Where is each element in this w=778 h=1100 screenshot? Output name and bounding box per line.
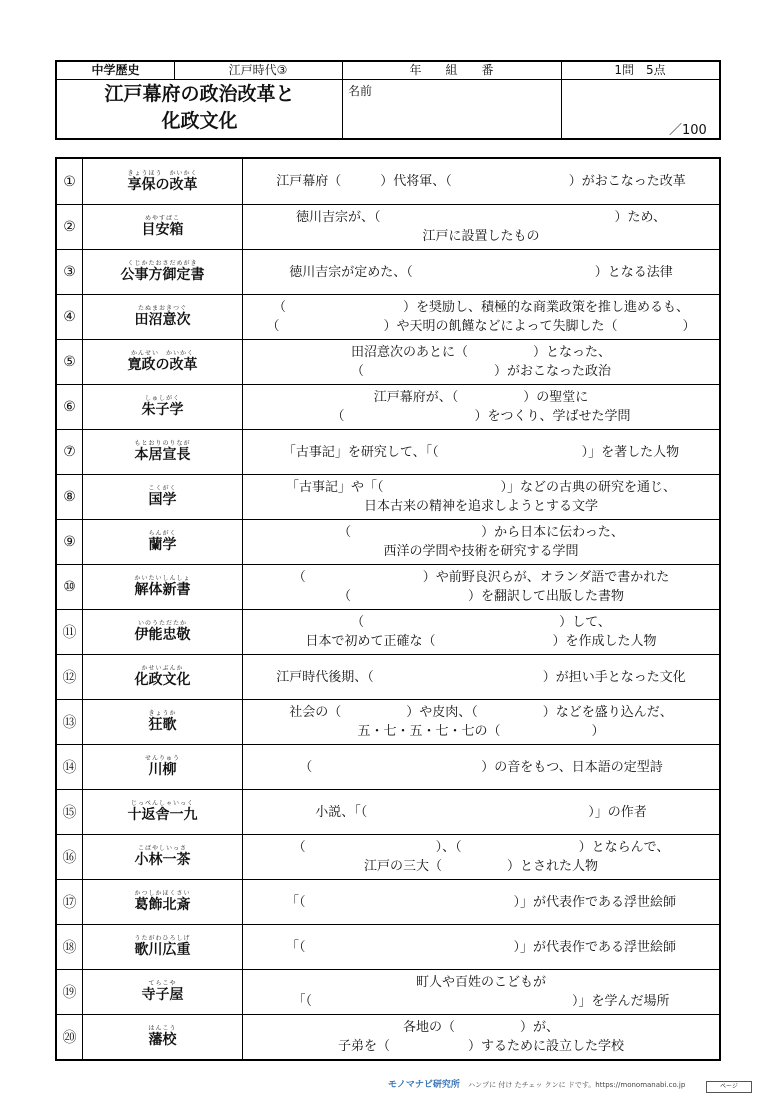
description-line-2: 五・七・五・七・七の（ ） [357,724,605,739]
name-label: 名前 [348,84,373,98]
question-row [57,744,719,789]
question-number: ⑫ [57,655,83,699]
term-cell [83,790,243,834]
question-number: ⑳ [57,1015,83,1059]
term-cell [83,295,243,339]
question-number: ⑦ [57,430,83,474]
term-furigana: うたがわひろしげ [134,935,191,942]
question-number: ⑤ [57,340,83,384]
term-word: 朱子学 [141,402,184,418]
term-furigana: こくがく [148,485,177,492]
description-line-1: 江戸時代後期、（ ）が担い手となった文化 [276,669,686,685]
description-line-2: （ ）をつくり、学ばせた学問 [331,409,631,424]
question-row [57,519,719,564]
description-line-1: （ ）や前野良沢らが、オランダ語で書かれた [292,570,670,585]
description-line-2: 日本古来の精神を追求しようとする文学 [363,499,598,514]
question-number: ⑲ [57,970,83,1014]
term-cell [83,205,243,249]
term-furigana: かんせい かいかく [130,350,194,357]
description-line-1: （ ）して、 [351,615,611,630]
description-line-2: （ ）がおこなった政治 [350,364,611,379]
question-number: ⑯ [57,835,83,879]
question-row [57,249,719,294]
description-line-2: （ ）や天明の飢饉などによって失脚した（ ） [266,319,696,334]
description-cell[interactable] [243,745,719,789]
question-row [57,1014,719,1059]
term-furigana: くじかたおさだめがき [127,260,198,267]
term-word: 川柳 [148,762,177,778]
term-cell [83,340,243,384]
term-cell [83,745,243,789]
term-word: 享保の改革 [127,176,198,193]
description-cell[interactable] [243,430,719,474]
question-row [57,924,719,969]
description-line-1: 徳川吉宗が、（ ）ため、 [296,210,666,225]
term-cell [83,385,243,429]
description-cell[interactable] [243,205,719,249]
term-word: 歌川広重 [134,942,191,958]
description-line-2: 江戸に設置したもの [422,229,540,244]
question-number: ⑪ [57,610,83,654]
description-line-2: （ ）を翻訳して出版した書物 [337,589,624,604]
question-row [57,384,719,429]
term-furigana: かせいぶんか [141,665,184,672]
description-line-1: 「（ ）」が代表作である浮世絵師 [285,894,676,910]
question-table [55,157,721,1061]
term-cell [83,1015,243,1059]
question-row [57,564,719,609]
term-word: 目安箱 [141,222,184,238]
term-furigana: きょうほう かいかく [127,169,198,177]
worksheet-title [57,81,342,139]
description-line-2: 日本で初めて正確な（ ）を作成した人物 [305,634,657,649]
description-line-1: 各地の（ ）が、 [402,1020,559,1035]
description-cell[interactable] [243,250,719,294]
footer-note: ハンプに 付け たチェッ クンに ドです。https://monomanabi.co.jp [468,1081,686,1089]
question-number: ⑧ [57,475,83,519]
term-word: 化政文化 [134,672,191,688]
term-furigana: たぬまおきつぐ [137,305,187,312]
question-row [57,474,719,519]
term-furigana: もとおりのりなが [134,440,191,447]
question-number: ⑭ [57,745,83,789]
question-number: ④ [57,295,83,339]
question-number: ⑥ [57,385,83,429]
term-word: 蘭学 [148,537,177,553]
description-line-2: 「（ ）」を学んだ場所 [292,994,670,1009]
description-cell[interactable] [243,475,719,519]
term-cell [83,925,243,969]
worksheet-header [55,60,721,140]
question-number: ② [57,205,83,249]
title-line-2: 化政文化 [161,110,238,132]
description-line-2: 西洋の学問や技術を研究する学問 [383,544,579,559]
description-line-1: （ ）を奨励し、積極的な商業政策を推し進めるも、 [272,300,689,315]
description-cell[interactable] [243,700,719,744]
term-cell [83,880,243,924]
title-line-1: 江戸幕府の政治改革と [104,83,295,105]
description-cell[interactable] [243,340,719,384]
term-furigana: かつしかほくさい [134,890,191,897]
description-cell[interactable] [243,925,719,969]
question-number: ③ [57,250,83,294]
description-line-2: 子弟を（ ）するために設立した学校 [337,1039,624,1054]
term-furigana: てらこや [148,980,177,987]
question-number: ⑮ [57,790,83,834]
description-line-1: 「（ ）」が代表作である浮世絵師 [285,939,676,955]
term-furigana: いのうただたか [137,620,187,627]
description-cell[interactable] [243,835,719,879]
description-cell[interactable] [243,970,719,1014]
question-row [57,339,719,384]
term-word: 寛政の改革 [127,357,198,373]
term-word: 解体新書 [134,582,191,598]
unit-label: 江戸時代③ [228,63,288,77]
description-cell[interactable] [243,565,719,609]
term-cell [83,159,243,204]
question-row [57,789,719,834]
term-furigana: めやすばこ [144,215,180,222]
question-number: ① [57,159,83,204]
footer-stamp: ページ [706,1081,752,1093]
term-cell [83,970,243,1014]
term-cell [83,835,243,879]
term-furigana: せんりゅう [144,755,180,762]
description-line-1: 田沼意次のあとに（ ）となった、 [350,345,611,360]
description-cell[interactable] [243,295,719,339]
term-word: 葛飾北斎 [134,897,191,913]
question-row [57,654,719,699]
question-row [57,834,719,879]
scoring-label: 1問 5点 [614,63,666,77]
term-furigana: はんこう [148,1025,177,1032]
description-line-1: 江戸幕府が、（ ）の聖堂に [373,390,589,405]
term-word: 藩校 [148,1032,177,1048]
question-row [57,969,719,1014]
description-cell[interactable] [243,655,719,699]
term-cell [83,475,243,519]
description-line-1: 小説、「（ ）」の作者 [315,804,647,820]
description-cell[interactable] [243,385,719,429]
term-cell [83,655,243,699]
description-line-1: （ ）の音をもつ、日本語の定型詩 [299,759,663,775]
term-furigana: こばやしいっさ [137,845,187,852]
term-cell [83,430,243,474]
score-total: ／100 [669,123,707,138]
description-line-1: 社会の（ ）や皮肉、（ ）などを盛り込んだ、 [289,705,673,720]
description-line-1: 「古事記」を研究して、「（ ）」を著した人物 [282,444,680,460]
term-word: 十返舎一九 [127,807,198,823]
term-word: 国学 [148,492,177,508]
question-row [57,609,719,654]
term-word: 本居宣長 [134,447,191,463]
term-cell [83,610,243,654]
description-line-1: （ ）、（ ）とならんで、 [292,840,670,855]
description-cell[interactable] [243,790,719,834]
description-line-2: 江戸の三大（ ）とされた人物 [363,859,598,874]
term-cell [83,250,243,294]
term-word: 寺子屋 [141,987,184,1003]
term-furigana: きょうか [148,710,177,717]
subject-label: 中学歴史 [91,63,140,77]
question-number: ⑬ [57,700,83,744]
description-line-1: （ ）から日本に伝わった、 [338,525,624,540]
question-number: ⑱ [57,925,83,969]
description-line-1: 「古事記」や「（ ）」などの古典の研究を通じ、 [285,480,676,495]
question-row [57,699,719,744]
term-cell [83,565,243,609]
description-cell[interactable] [243,159,719,204]
term-word: 公事方御定書 [120,267,205,283]
term-word: 伊能忠敬 [134,627,191,643]
term-furigana: かいたいしんしょ [134,575,191,582]
question-number: ⑨ [57,520,83,564]
description-cell[interactable] [243,1015,719,1059]
description-cell[interactable] [243,520,719,564]
term-cell [83,700,243,744]
description-cell[interactable] [243,880,719,924]
term-word: 小林一茶 [134,852,191,868]
term-furigana: らんがく [148,530,177,537]
term-word: 田沼意次 [134,312,191,328]
class-info-field[interactable]: 年 組 番 [409,63,494,77]
term-word: 狂歌 [148,717,177,733]
term-cell [83,520,243,564]
question-row [57,159,719,204]
question-row [57,204,719,249]
question-number: ⑩ [57,565,83,609]
question-row [57,879,719,924]
header-divider [57,79,719,80]
description-cell[interactable] [243,610,719,654]
footer [388,1077,685,1090]
term-furigana: じっぺんしゃいっく [130,800,194,807]
question-row [57,429,719,474]
description-line-1: 町人や百姓のこどもが [415,975,546,990]
term-furigana: しゅしがく [144,395,180,402]
description-line-1: 徳川吉宗が定めた、（ ）となる法律 [289,264,673,280]
question-number: ⑰ [57,880,83,924]
question-row [57,294,719,339]
name-field[interactable] [348,98,556,136]
brand-logo: モノマナビ研究所 [388,1080,460,1090]
description-line-1: 江戸幕府（ ）代将軍、（ ）がおこなった改革 [276,174,686,189]
